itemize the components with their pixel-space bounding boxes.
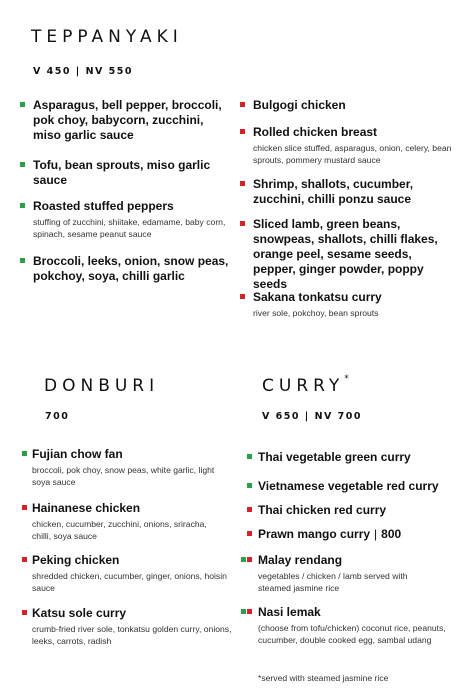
item-description: crumb-fried river sole, tonkatsu golden curry, onions, leeks, carrots, radish xyxy=(32,624,232,646)
curry-title-text: CURRY xyxy=(262,376,345,396)
teppanyaki-title: TEPPANYAKI xyxy=(31,27,183,47)
item-name: Asparagus, bell pepper, broccoli, pok choy, babycorn, zucchini, miso garlic sauce xyxy=(33,98,222,142)
menu-item xyxy=(240,98,455,113)
curry-title xyxy=(262,376,349,396)
menu-item xyxy=(22,447,227,488)
veg-marker xyxy=(20,102,25,107)
item-description: broccoli, pok choy, snow peas, white garlic, light soya sauce xyxy=(32,465,215,487)
item-name: Vietnamese vegetable red curry xyxy=(258,479,439,493)
item-description: vegetables / chicken / lamb served with steamed jasmine rice xyxy=(258,571,408,593)
item-name: Shrimp, shallots, cucumber, zucchini, chilli ponzu sauce xyxy=(253,177,414,206)
veg-marker xyxy=(22,451,27,456)
nonveg-marker xyxy=(240,181,245,186)
nonveg-marker xyxy=(22,557,27,562)
item-name: Thai chicken red curry xyxy=(258,503,387,517)
menu-item xyxy=(20,158,220,188)
nonveg-marker xyxy=(240,221,245,226)
donburi-title: DONBURI xyxy=(44,376,160,396)
menu-item xyxy=(247,503,457,518)
veg-marker xyxy=(20,258,25,263)
item-name: Broccoli, leeks, onion, snow peas, pokchoy, soya, chilli garlic xyxy=(33,254,229,283)
menu-item xyxy=(20,98,230,143)
item-description: chicken, cucumber, zucchini, onions, sriracha, chilli, soya sauce xyxy=(32,519,207,541)
veg-marker xyxy=(247,483,252,488)
nonveg-marker xyxy=(247,531,252,536)
menu-item xyxy=(20,199,230,240)
menu-item xyxy=(241,553,456,594)
item-description: shredded chicken, cucumber, ginger, onions, hoisin sauce xyxy=(32,571,227,593)
nonveg-marker xyxy=(240,294,245,299)
menu-item xyxy=(240,290,455,319)
menu-item xyxy=(247,479,462,494)
menu-item xyxy=(22,553,227,594)
teppanyaki-price: V 450 | NV 550 xyxy=(33,66,134,77)
menu-item xyxy=(22,501,227,542)
item-name-text: Prawn mango curry xyxy=(258,527,371,541)
curry-price: V 650 | NV 700 xyxy=(262,411,363,422)
menu-item xyxy=(241,605,456,646)
item-name: Peking chicken xyxy=(32,553,120,567)
item-name: Thai vegetable green curry xyxy=(258,450,411,464)
item-name: Sakana tonkatsu curry xyxy=(253,290,382,304)
menu-item xyxy=(240,125,455,166)
item-description: (choose from tofu/chicken) coconut rice, peanuts, cucumber, double cooked egg, sambal udang xyxy=(258,623,446,645)
donburi-price: 700 xyxy=(45,411,70,422)
veg-nonveg-marker xyxy=(241,609,252,614)
menu-item xyxy=(240,217,455,292)
item-description: river sole, pokchoy, bean sprouts xyxy=(253,308,379,318)
item-name xyxy=(258,527,457,542)
item-name: Sliced lamb, green beans, snowpeas, shallots, chilli flakes, orange peel, sesame seeds, pepper, ginger powder, poppy seeds xyxy=(253,217,438,291)
item-name: Tofu, bean sprouts, miso garlic sauce xyxy=(33,158,211,187)
veg-marker xyxy=(247,454,252,459)
footnote: *served with steamed jasmine rice xyxy=(258,673,389,683)
item-description: chicken slice stuffed, asparagus, onion, celery, bean sprouts, pommery mustard sauce xyxy=(253,143,452,165)
menu-item xyxy=(22,606,232,647)
item-name: Malay rendang xyxy=(258,553,343,567)
item-name: Roasted stuffed peppers xyxy=(33,199,174,213)
nonveg-marker xyxy=(22,610,27,615)
nonveg-marker xyxy=(22,505,27,510)
item-name: Katsu sole curry xyxy=(32,606,127,620)
item-extra-price: 800 xyxy=(381,527,402,541)
price-separator: | xyxy=(374,527,378,541)
menu-item xyxy=(247,527,457,542)
menu-item xyxy=(240,177,460,207)
curry-title-mark: * xyxy=(344,374,349,384)
item-name: Bulgogi chicken xyxy=(253,98,346,112)
item-name: Nasi lemak xyxy=(258,605,321,619)
veg-marker xyxy=(20,203,25,208)
veg-nonveg-marker xyxy=(241,557,252,562)
nonveg-marker xyxy=(247,507,252,512)
menu-item xyxy=(247,450,457,465)
item-name: Fujian chow fan xyxy=(32,447,123,461)
item-description: stuffing of zucchini, shiitake, edamame, baby corn, spinach, sesame peanut sauce xyxy=(33,217,226,239)
item-name: Hainanese chicken xyxy=(32,501,141,515)
nonveg-marker xyxy=(240,102,245,107)
menu-item xyxy=(20,254,230,284)
nonveg-marker xyxy=(240,129,245,134)
veg-marker xyxy=(20,162,25,167)
item-name: Rolled chicken breast xyxy=(253,125,378,139)
